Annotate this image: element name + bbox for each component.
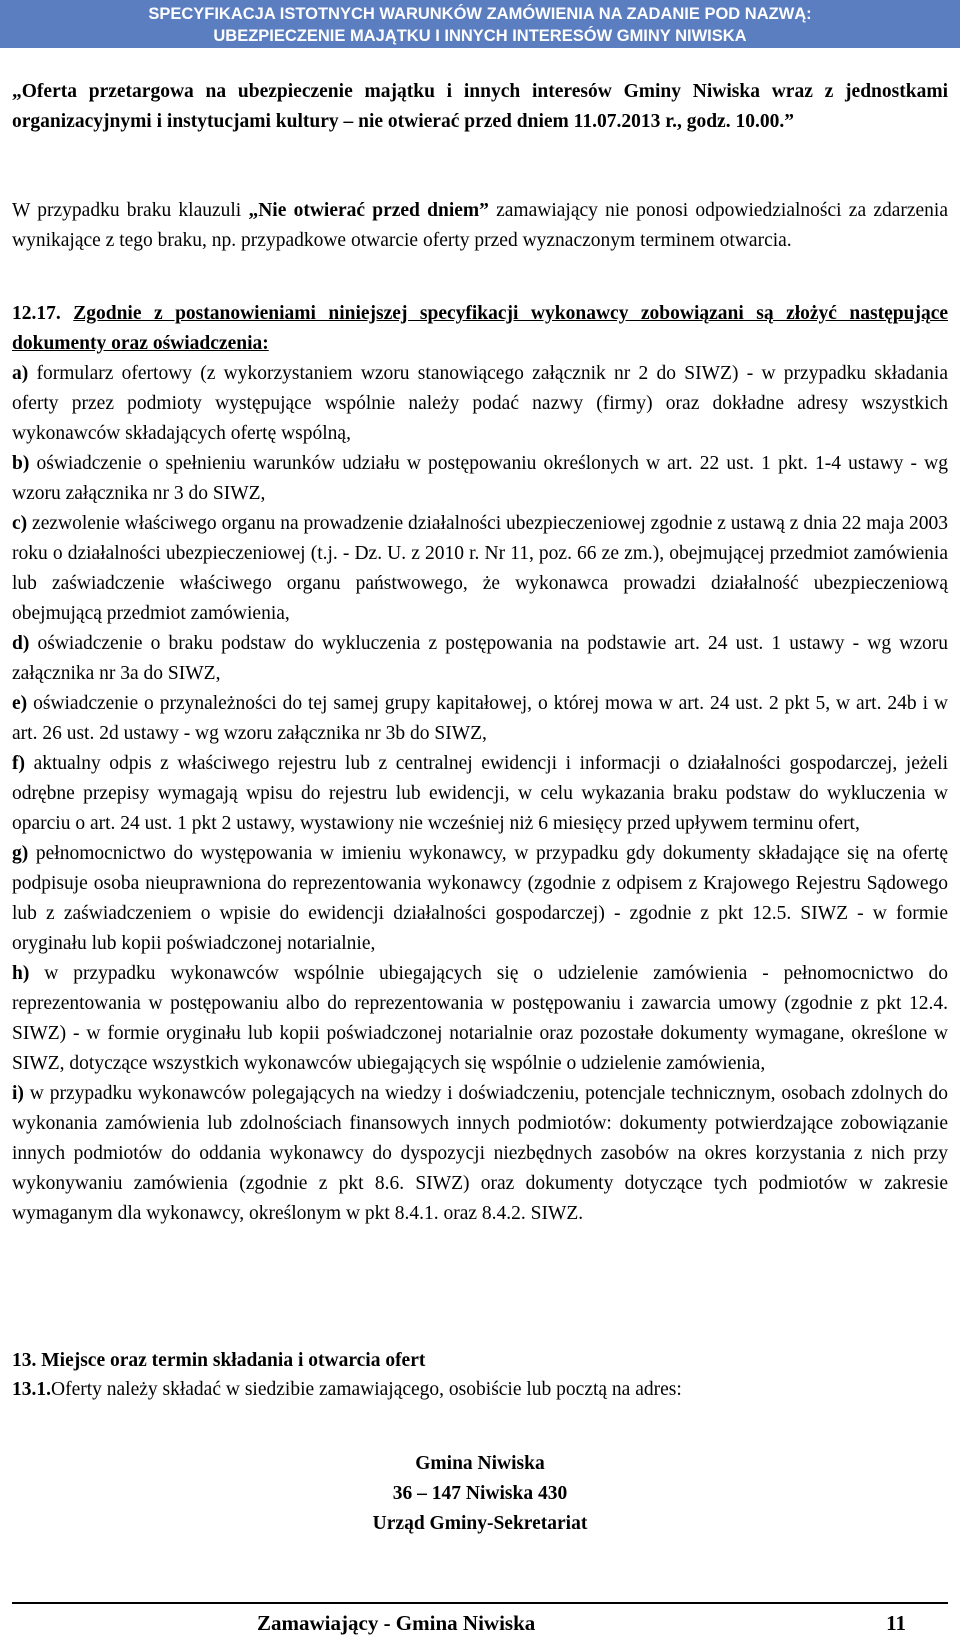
address-line-1: Gmina Niwiska xyxy=(415,1453,545,1474)
clause-paragraph xyxy=(12,196,948,256)
item-g-letter: g) xyxy=(12,843,29,864)
page-footer xyxy=(12,1602,948,1642)
envelope-label: „Oferta przetargowa na ubezpieczenie majątku i innych interesów Gminy Niwiska wraz z jednostkami organizacyjnymi i instytucjami kultury – nie otwierać przed dniem 11.07.2013 r., godz. 10.00.” xyxy=(12,81,948,132)
item-e-letter: e) xyxy=(12,693,28,714)
item-h-letter: h) xyxy=(12,963,30,984)
section-13-1 xyxy=(12,1375,948,1405)
header-line-2: UBEZPIECZENIE MAJĄTKU I INNYCH INTERESÓW GMINY NIWISKA xyxy=(213,27,747,45)
header-line-1: SPECYFIKACJA ISTOTNYCH WARUNKÓW ZAMÓWIENIA NA ZADANIE POD NAZWĄ: xyxy=(148,5,812,23)
section-12-17 xyxy=(12,299,948,1229)
item-c-text: zezwolenie właściwego organu na prowadzenie działalności ubezpieczeniowej zgodnie z ustawą z dnia 22 maja 2003 roku o działalności ubezpieczeniowej (t.j. - Dz. U. z 2010 r. Nr 11, poz. 66 ze zm.), obejmującej przedmiot zamówienia lub zaświadczenie właściwego organu państwowego, że wykonawca prowadzi działalność ubezpieczeniową obejmującą przedmiot zamówienia, xyxy=(12,513,948,624)
item-d-text: oświadczenie o braku podstaw do wykluczenia z postępowania na podstawie art. 24 ust. 1 ustawy - wg wzoru załącznika nr 3a do SIWZ, xyxy=(12,633,948,684)
document-header xyxy=(0,0,960,48)
item-h-text: w przypadku wykonawców wspólnie ubiegających się o udzielenie zamówienia - pełnomocnictwo do reprezentowania w postępowaniu albo do reprezentowania w postępowaniu i zawarcia umowy (zgodnie z pkt 12.4. SIWZ) - w formie oryginału lub kopii poświadczonej notarialnie oraz pozostałe dokumenty wymagane, określone w SIWZ, dotyczące wszystkich wykonawców ubiegających się wspólnie o udzielenie zamówienia, xyxy=(12,963,948,1074)
clause-pre: W przypadku braku klauzuli xyxy=(12,200,249,221)
section-12-17-title: Zgodnie z postanowieniami niniejszej specyfikacji wykonawcy zobowiązani są złożyć następujące dokumenty oraz oświadczenia: xyxy=(12,303,948,354)
item-f-letter: f) xyxy=(12,753,25,774)
item-b-text: oświadczenie o spełnieniu warunków udziału w postępowaniu określonych w art. 22 ust. 1 pkt. 1-4 ustawy - wg wzoru załącznika nr 3 do SIWZ, xyxy=(12,453,948,504)
section-12-17-number: 12.17. xyxy=(12,303,61,324)
footer-text: Zamawiający - Gmina Niwiska xyxy=(257,1611,536,1635)
address-line-2: 36 – 147 Niwiska 430 xyxy=(392,1483,568,1504)
item-f-text: aktualny odpis z właściwego rejestru lub z centralnej ewidencji i informacji o działalności gospodarczej, jeżeli odrębne przepisy wymagają wpisu do rejestru lub ewidencji, w celu wykazania braku podstaw do wykluczenia w oparciu o art. 24 ust. 1 pkt 2 ustawy, wystawiony nie wcześniej niż 6 miesięcy przed upływem terminu ofert, xyxy=(12,753,948,834)
address-line-3: Urząd Gminy-Sekretariat xyxy=(372,1513,588,1534)
section-13-title: 13. Miejsce oraz termin składania i otwarcia ofert xyxy=(12,1350,426,1371)
item-b-letter: b) xyxy=(12,453,30,474)
item-c-letter: c) xyxy=(12,513,28,534)
item-g-text: pełnomocnictwo do występowania w imieniu wykonawcy, w przypadku gdy dokumenty składające się na ofertę podpisuje osoba nieuprawniona do reprezentowania wykonawcy (zgodnie z odpisem z Krajowego Rejestru Sądowego lub z zaświadczeniem o wpisie do ewidencji działalności gospodarczej) - zgodnie z pkt 12.5. SIWZ - w formie oryginału lub kopii poświadczonej notarialnie, xyxy=(12,843,948,954)
item-a-letter: a) xyxy=(12,363,29,384)
clause-post: zamawiający nie ponosi odpowiedzialności za zdarzenia wynikające z tego braku, np. przypadkowe otwarcie oferty przed wyznaczonym terminem otwarcia. xyxy=(12,200,948,251)
section-13-1-text: Oferty należy składać w siedzibie zamawiającego, osobiście lub pocztą na adres: xyxy=(51,1379,682,1400)
section-13-1-number: 13.1. xyxy=(12,1379,51,1400)
item-d-letter: d) xyxy=(12,633,30,654)
item-a-text: formularz ofertowy (z wykorzystaniem wzoru stanowiącego załącznik nr 2 do SIWZ) - w przypadku składania oferty przez podmioty występujące wspólnie należy podać nazwy (firmy) oraz dokładne adresy wszystkich wykonawców składających ofertę wspólną, xyxy=(12,363,948,444)
item-i-letter: i) xyxy=(12,1083,24,1104)
page-number: 11 xyxy=(886,1611,906,1635)
item-i-text: w przypadku wykonawców polegających na wiedzy i doświadczeniu, potencjale technicznym, osobach zdolnych do wykonania zamówienia lub zdolnościach finansowych innych podmiotów: dokumenty potwierdzające zobowiązanie innych podmiotów do oddania wykonawcy do dyspozycji niezbędnych zasobów na okres korzystania z nich przy wykonywaniu zamówienia (zgodnie z pkt 8.6. SIWZ) oraz dokumenty dotyczące tych podmiotów w zakresie wymaganym dla wykonawcy, określonym w pkt 8.4.1. oraz 8.4.2. SIWZ. xyxy=(12,1083,948,1224)
clause-bold: „Nie otwierać przed dniem” xyxy=(248,200,489,221)
item-e-text: oświadczenie o przynależności do tej samej grupy kapitałowej, o której mowa w art. 24 ust. 2 pkt 5, w art. 24b i w art. 26 ust. 2d ustawy - wg wzoru załącznika nr 3b do SIWZ, xyxy=(12,693,948,744)
